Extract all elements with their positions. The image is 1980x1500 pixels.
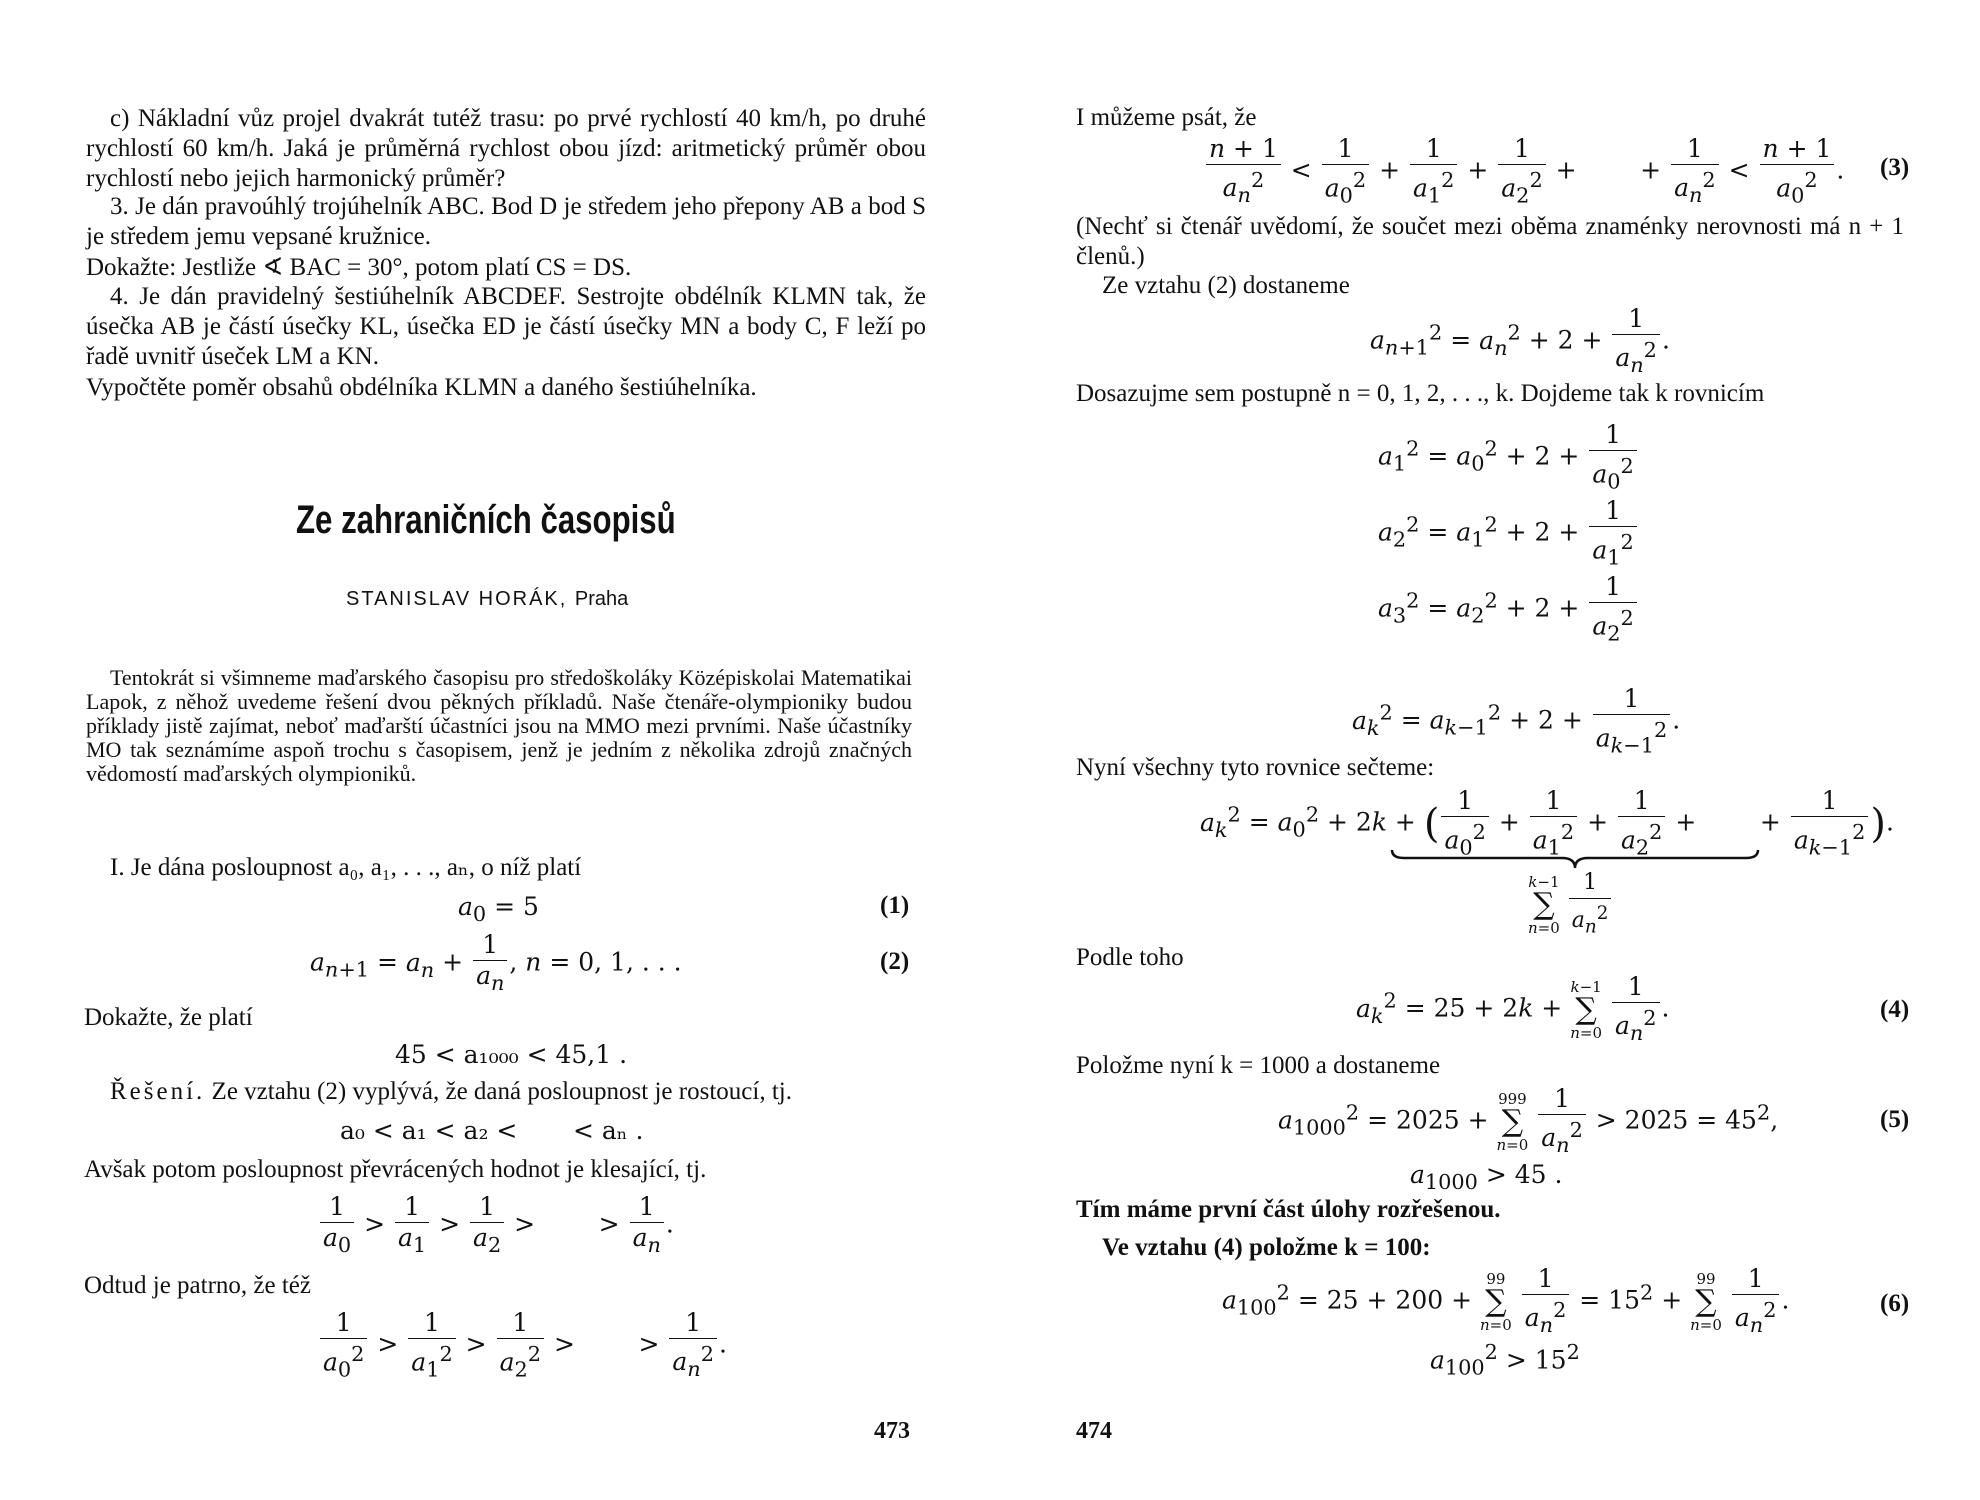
equation-row-3: $a_3^2 = a_2^2 + 2$ + $\frac{1}{a_2^2}$ <box>1378 572 1639 648</box>
equation-2: $a_{n+1} = a_n$ + $\frac{1}{a_n}$ , n = 0, 1, . . . <box>310 930 682 998</box>
result-a100: $a_{100}^2 > 15^2$ <box>1430 1340 1580 1380</box>
problem-c <box>86 104 926 194</box>
intro-paragraph <box>86 666 912 786</box>
problem-3-text: 3. Je dán pravoúhlý trojúhelník ABC. Bod D je středem jeho přepony AB a bod S je středem jemu vepsané kružnice. <box>86 193 926 250</box>
problem-3 <box>86 192 926 252</box>
page-number-left: 473 <box>874 1418 910 1444</box>
underbrace-sum: k−1 ∑ n=0 $\frac{1}{a_n^2}$ <box>1528 868 1613 943</box>
set-k-line: Položme nyní k = 1000 a dostaneme <box>1076 1052 1441 1079</box>
from-eq2: Ze vztahu (2) dostaneme <box>1102 272 1350 299</box>
solution-line <box>110 1076 792 1108</box>
solution-label: Řešení. <box>110 1078 206 1105</box>
problem-1-intro: I. Je dána posloupnost a₀, a₁, . . ., aₙ, o níž platí <box>110 854 582 881</box>
equation-row-1: $a_1^2 = a_0^2 + 2$ + $\frac{1}{a_0^2}$ <box>1378 420 1639 496</box>
first-part-line: Tím máme první část úlohy rozřešenou. <box>1076 1196 1501 1223</box>
problem-4-compute: Vypočtěte poměr obsahů obdélníka KLMN a daného šestiúhelníka. <box>86 374 757 401</box>
equation-1-label: (1) <box>880 892 910 919</box>
hence-line: Odtud je patrno, že též <box>84 1272 311 1299</box>
reciprocal-chain: $\frac{1}{a_0}$ > $\frac{1}{a_1}$ > $\frac{1}{a_2}$ > > $\frac{1}{a_n}$ . <box>318 1192 674 1260</box>
substitute-line: Dosazujme sem postupně n = 0, 1, 2, . . ., k. Dojdeme tak k rovnicím <box>1076 380 1765 407</box>
accordingly-line: Podle toho <box>1076 944 1184 971</box>
solution-text: Ze vztahu (2) vyplývá, že daná posloupnost je rostoucí, tj. <box>211 1078 792 1105</box>
section-title: Ze zahraničních časopisů <box>296 498 676 542</box>
problem-c-text: c) Nákladní vůz projel dvakrát tutéž trasu: po prvé rychlostí 40 km/h, po druhé rychlostí 60 km/h. Jaká je průměrná rychlost obou jízd: aritmetický průměr obou rychlostí nebo jejich harmonický průměr? <box>86 105 926 192</box>
problem-4 <box>86 282 926 372</box>
problem-3-prove: Dokažte: Jestliže ∢ BAC = 30°, potom platí CS = DS. <box>86 254 632 281</box>
equation-row-2: $a_2^2 = a_1^2 + 2$ + $\frac{1}{a_1^2}$ <box>1378 496 1639 572</box>
equation-3-label: (3) <box>1880 154 1910 181</box>
reciprocal-line: Avšak potom posloupnost převrácených hodnot je klesající, tj. <box>84 1156 707 1183</box>
increasing-chain: a₀ < a₁ < a₂ < < aₙ . <box>340 1116 644 1145</box>
prove-line: Dokažte, že platí <box>84 1004 253 1031</box>
intro-text: Tentokrát si všimneme maďarského časopisu pro středoškoláky Középiskolai Matematikai Lapok, z něhož uvedeme řešení dvou pěkných příkladů. Naše čtenáře-olympioniky budou příklady jistě zajímat, neboť maďarští účastníci jsou na MMO mezi prvními. Naše účastníky MO tak seznámíme aspoň trochu s časopisem, jenž je jedním z několika zdrojů značných vědomostí maďarských olympioniků. <box>86 665 912 786</box>
equation-5: $a_{1000}^2 = 2025$ + 999 ∑ n=0 $\frac{1}{a_n^2}$ > $2025 = 45^2$, <box>1278 1084 1778 1160</box>
equation-6-label: (6) <box>1880 1290 1910 1317</box>
recurrence-squared: $a_{n+1}^2 = a_n^2 + 2$ + $\frac{1}{a_n^2}$ . <box>1370 304 1670 380</box>
bound-inequality: 45 < a₁₀₀₀ < 45,1 . <box>395 1040 628 1069</box>
note-text: (Nechť si čtenář uvědomí, že součet mezi oběma znaménky nerovnosti má n + 1 členů.) <box>1076 213 1904 270</box>
summed-equation: $a_k^2 = a_0^2 + 2k$ + ( $\frac{1}{a_0^2}$ + $\frac{1}{a_1^2}$ + $\frac{1}{a_2^2}$ + + $\frac{1}{a_{k-1}^2}$ ). <box>1200 786 1894 862</box>
sum-line: Nyní všechny tyto rovnice sečteme: <box>1076 754 1435 781</box>
right-page <box>990 0 1980 1500</box>
note <box>1076 212 1904 272</box>
equation-5-label: (5) <box>1880 1106 1910 1133</box>
page-number-right: 474 <box>1076 1418 1112 1444</box>
equation-row-k: $a_k^2 = a_{k-1}^2 + 2$ + $\frac{1}{a_{k-1}^2}$ . <box>1352 684 1680 760</box>
author-city: Praha <box>574 588 629 610</box>
equation-3: $\frac{n + 1}{a_n^2}$ < $\frac{1}{a_0^2}$ + $\frac{1}{a_1^2}$ + $\frac{1}{a_2^2}$ + + $\frac{1}{a_n^2}$ < $\frac{n + 1}{a_0^2}$ . <box>1204 134 1844 210</box>
equation-4-label: (4) <box>1880 996 1910 1023</box>
author-line <box>346 588 628 611</box>
equation-1: $a_0 = 5$ <box>458 892 539 926</box>
equation-6: $a_{100}^2 = 25 + 200$ + 99 ∑ n=0 $\frac{1}{a_n^2}$ = $15^2$ + 99 ∑ n=0 $\frac{1}{a_n^2}$ . <box>1222 1264 1789 1340</box>
result-a1000: $a_{1000} > 45$ . <box>1410 1160 1563 1194</box>
reciprocal-squares-chain: $\frac{1}{a_0^2}$ > $\frac{1}{a_1^2}$ > $\frac{1}{a_2^2}$ > > $\frac{1}{a_n^2}$ . <box>318 1308 727 1384</box>
author-name: STANISLAV HORÁK, <box>346 588 568 610</box>
we-can-write: I můžeme psát, že <box>1076 104 1257 131</box>
problem-4-text: 4. Je dán pravidelný šestiúhelník ABCDEF. Sestrojte obdélník KLMN tak, že úsečka AB je částí úsečky KL, úsečka ED je částí úsečky MN a body C, F leží po řadě uvnitř úseček LM a KN. <box>86 283 926 370</box>
equation-2-label: (2) <box>880 948 910 975</box>
set-k100-line: Ve vztahu (4) položme k = 100: <box>1102 1234 1431 1261</box>
equation-4: $a_k^2 = 25 + 2k$ + k−1 ∑ n=0 $\frac{1}{a_n^2}$ . <box>1356 972 1670 1048</box>
